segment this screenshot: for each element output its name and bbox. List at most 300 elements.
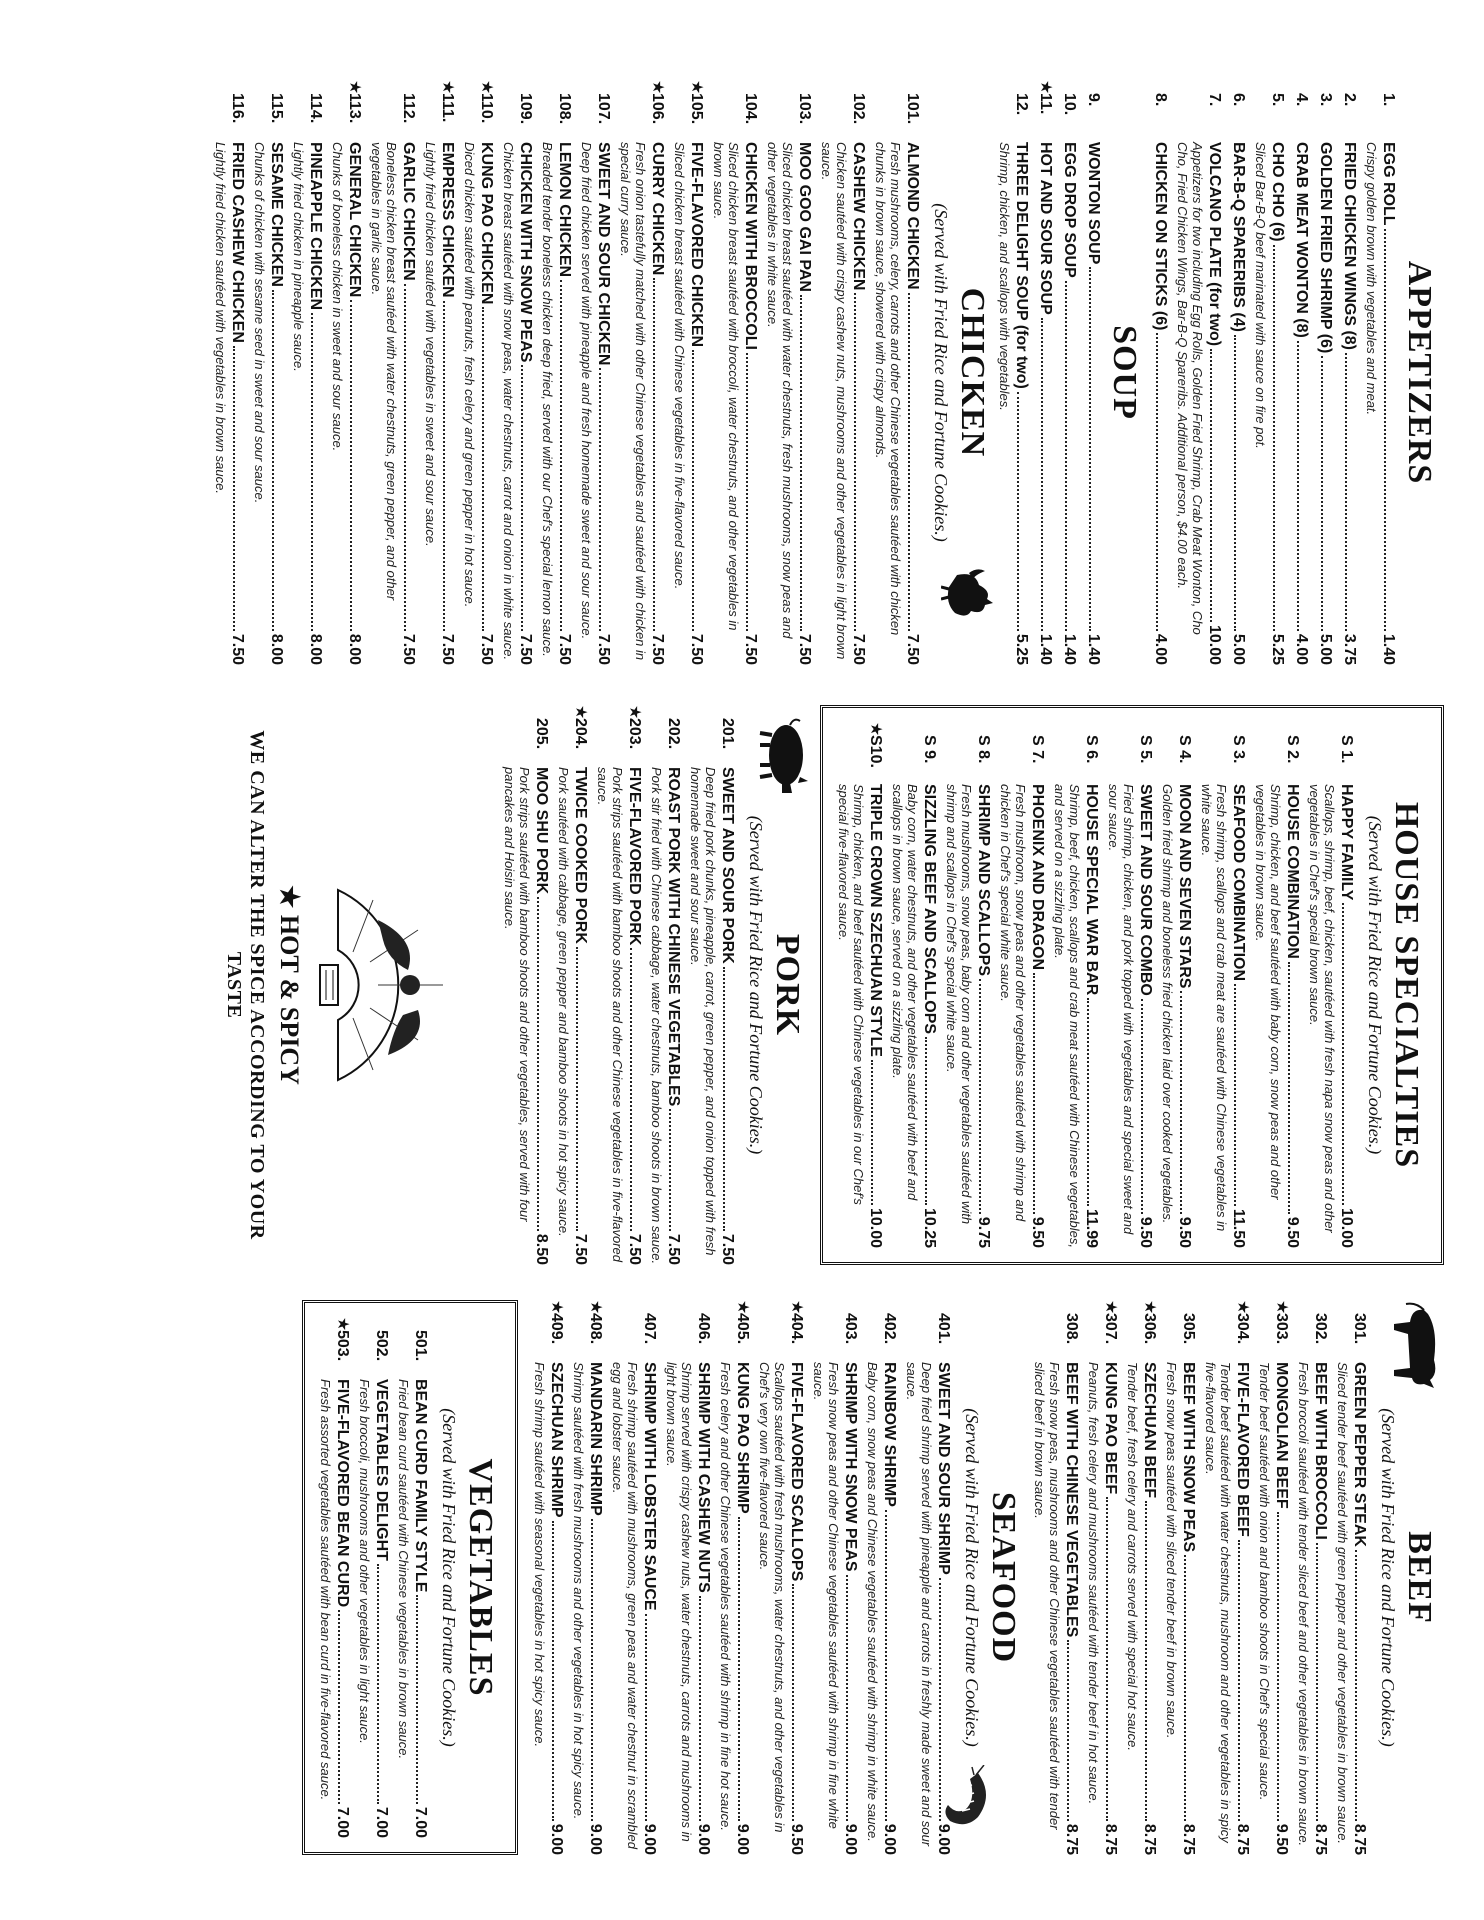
menu-item: [811, 1300, 860, 1855]
item-row: [555, 142, 574, 665]
dot-leader: [521, 365, 523, 630]
dot-leader: [552, 1521, 554, 1821]
soup-title: SOUP: [1106, 325, 1143, 420]
item-number: 106.: [649, 93, 666, 125]
item-number: 108.: [556, 93, 573, 125]
dot-leader: [1273, 245, 1275, 631]
item-row: [267, 142, 286, 665]
item-name: SHRIMP WITH LOBSTER SAUCE: [641, 1362, 658, 1611]
house-specialties-section: [820, 705, 1444, 1265]
menu-item: [252, 80, 286, 665]
menu-item: [1175, 80, 1224, 665]
item-name: BEAN CURD FAMILY STYLE: [412, 1379, 429, 1593]
item-price: 9.50: [1029, 1216, 1046, 1248]
dot-leader: [738, 1517, 740, 1821]
item-price: 10.25: [921, 1207, 938, 1248]
menu-item: [1084, 80, 1103, 665]
menu-item: [1335, 1300, 1369, 1855]
menu-item: [610, 1300, 659, 1855]
item-name: SWEET AND SOUR COMBO: [1137, 784, 1154, 996]
item-row: [1316, 142, 1335, 665]
item-price: 7.50: [439, 633, 456, 665]
menu-item: [1364, 80, 1398, 665]
item-number: 307.: [1102, 1313, 1119, 1345]
bull-icon: [1390, 1300, 1446, 1390]
item-number: 3.: [1317, 93, 1334, 107]
item-description: Diced chicken sautéed with peanuts, fresh celery and green pepper in hot sauce.: [462, 142, 477, 608]
item-number: 202.: [665, 718, 682, 750]
item-price: 3.75: [1341, 633, 1358, 665]
spicy-star-icon: ★: [587, 1300, 604, 1315]
dot-leader: [939, 1578, 941, 1821]
item-name: THREE DELIGHT SOUP (for two): [1013, 142, 1030, 389]
item-number: S 4.: [1176, 735, 1193, 764]
item-price: 8.00: [268, 633, 285, 665]
item-number: 4.: [1293, 93, 1310, 107]
menu-item: [579, 80, 613, 665]
menu-item: [1340, 80, 1359, 665]
dot-leader: [846, 1575, 848, 1821]
item-description: Fried shrimp, chicken, and pork topped with vegetables and special sweet and sour sauce.: [1106, 784, 1136, 1235]
menu-item: [357, 1317, 391, 1838]
seafood-list: [532, 1300, 953, 1855]
item-number: S 6.: [1083, 735, 1100, 764]
menu-item: [688, 705, 737, 1265]
item-row: [974, 784, 993, 1248]
dot-leader: [1067, 1640, 1069, 1821]
item-row: [687, 142, 706, 665]
item-name: FIVE-FLAVORED SCALLOPS: [788, 1362, 805, 1582]
item-row: [841, 1362, 860, 1855]
house-specialties-subtitle: (Served with Fried Rice and Fortune Cookies.): [1365, 815, 1385, 1155]
dot-leader: [1384, 229, 1386, 631]
item-price: 7.50: [742, 633, 759, 665]
item-number: 113.: [346, 93, 363, 124]
item-number: 9.: [1085, 93, 1102, 107]
item-description: Pork sautéed with cabbage, green pepper and bamboo shoots in hot spicy sauce.: [556, 767, 571, 1237]
dot-leader: [1017, 392, 1019, 631]
item-price: 1.40: [1085, 633, 1102, 665]
menu-item: [213, 80, 247, 665]
menu-item: [291, 80, 325, 665]
beef-title-wrap: [1400, 1300, 1438, 1855]
menu-item: [1203, 1300, 1252, 1855]
menu-item: [571, 1300, 605, 1855]
menu-item: [1060, 80, 1079, 665]
item-number: 11.: [1037, 93, 1054, 115]
dot-leader: [1321, 356, 1323, 631]
item-name: FIVE-FLAVORED BEAN CURD: [334, 1379, 351, 1608]
dot-leader: [272, 290, 274, 631]
item-row: [694, 1362, 713, 1855]
dot-leader: [599, 368, 601, 630]
item-name: CHO CHO (6): [1269, 142, 1286, 242]
item-row: [920, 784, 939, 1248]
item-price: 7.50: [400, 633, 417, 665]
item-name: PHOENIX AND DRAGON: [1029, 784, 1046, 971]
item-number: S 3.: [1230, 735, 1247, 764]
dot-leader: [404, 284, 406, 631]
item-name: PINEAPPLE CHICKEN: [307, 142, 324, 311]
item-row: [411, 1379, 430, 1838]
menu-item: [595, 705, 644, 1265]
item-number: 204.: [572, 718, 589, 750]
decorative-fan-illustration: [318, 870, 488, 1100]
beef-list: [1032, 1300, 1369, 1855]
item-row: [1283, 784, 1302, 1248]
item-number: 12.: [1013, 93, 1030, 116]
item-description: Lightly fried chicken sautéed with vegetables in sweet and sour sauce.: [423, 142, 438, 547]
item-row: [1379, 142, 1398, 665]
item-number: 8.: [1152, 93, 1169, 107]
item-number: S 7.: [1029, 735, 1046, 764]
item-description: Shrimp, chicken, and beef sautéed with Chinese vegetables in our Chef's special five-flavored sauce.: [836, 784, 866, 1205]
item-price: 9.00: [734, 1823, 751, 1855]
menu-item: [1253, 80, 1287, 665]
item-row: [1292, 142, 1311, 665]
house-specialties-title: HOUSE SPECIALTIES: [1388, 801, 1425, 1169]
item-name: TRIPLE CROWN SZECHUAN STYLE: [867, 784, 884, 1057]
item-description: Pork strips sautéed with bamboo shoots and other vegetables, served with four pancakes and Hoisin sauce.: [502, 767, 532, 1222]
item-description: Baby corn, water chestnuts, and other vegetables sautéed with beef and scallops in brown sauce, served on a sizzling plate.: [890, 784, 920, 1201]
item-name: HAPPY FAMILY: [1338, 784, 1355, 901]
item-price: 4.00: [1293, 633, 1310, 665]
dot-leader: [576, 947, 578, 1231]
item-price: 7.50: [719, 1233, 736, 1265]
dot-leader: [537, 897, 539, 1231]
item-row: [438, 142, 457, 665]
column-left: [208, 80, 1444, 665]
item-number: 115.: [268, 93, 285, 124]
item-number: 110.: [478, 93, 495, 124]
item-price: 8.75: [1102, 1823, 1119, 1855]
item-row: [1229, 142, 1248, 665]
dot-leader: [746, 353, 748, 631]
dot-leader: [350, 300, 352, 631]
spicy-star-icon: ★: [572, 705, 589, 720]
item-number: 501.: [412, 1330, 429, 1362]
menu-item: [998, 722, 1047, 1248]
menu-item: [865, 1300, 899, 1855]
menu-item: [501, 80, 535, 665]
dot-leader: [311, 313, 313, 631]
dot-leader: [1033, 973, 1035, 1214]
menu-item: [664, 1300, 713, 1855]
item-name: MOO SHU PORK: [533, 767, 550, 895]
dot-leader: [560, 280, 562, 631]
item-number: 6.: [1230, 93, 1247, 107]
beef-title: BEEF: [1401, 1531, 1438, 1624]
item-description: Fresh snow peas and other Chinese vegetables sautéed with shrimp in fine white sauce.: [811, 1362, 841, 1829]
item-number: 409.: [548, 1313, 565, 1345]
item-number: 116.: [229, 93, 246, 124]
item-description: Fresh shrimp, scallops and crab meat are sautéed with Chinese vegetables in white sauce.: [1199, 784, 1229, 1232]
appetizers-list: [1151, 80, 1398, 665]
item-description: Fresh broccoli, mushrooms and other vegetables in light sauce.: [357, 1379, 372, 1744]
item-price: 8.75: [1351, 1823, 1368, 1855]
item-row: [1060, 142, 1079, 665]
item-price: 9.00: [587, 1823, 604, 1855]
dot-leader: [1145, 1501, 1147, 1821]
item-description: Fresh shrimp sautéed with seasonal vegetables in hot spicy sauce.: [532, 1362, 547, 1748]
menu-item: [618, 80, 667, 665]
dot-leader: [1234, 984, 1236, 1206]
item-number: 203.: [626, 718, 643, 750]
menu-item: [1257, 1300, 1291, 1855]
dot-leader: [1089, 267, 1091, 630]
menu-item: [462, 80, 496, 665]
item-number: 201.: [719, 718, 736, 750]
menu-item: [1253, 722, 1302, 1248]
item-name: BEEF WITH BROCCOLI: [1312, 1362, 1329, 1540]
item-price: 7.50: [556, 633, 573, 665]
vegetables-title: VEGETABLES: [462, 1458, 499, 1697]
item-price: 9.75: [975, 1216, 992, 1248]
item-description: Shrimp, chicken, and scallops with vegetables.: [997, 142, 1012, 411]
item-price: 9.00: [881, 1823, 898, 1855]
item-row: [1205, 142, 1224, 665]
spicy-star-icon: ★: [1102, 1300, 1119, 1315]
item-price: 7.50: [517, 633, 534, 665]
spice-note: WE CAN ALTER THE SPICE ACCORDING TO YOUR TASTE: [223, 730, 268, 1240]
item-row: [1268, 142, 1287, 665]
item-number: 102.: [850, 93, 867, 125]
beef-subtitle: (Served with Fried Rice and Fortune Cookies.): [1378, 1408, 1398, 1747]
seafood-title: SEAFOOD: [985, 1491, 1022, 1664]
item-name: SWEET AND SOUR PORK: [719, 767, 736, 964]
item-name: VEGETABLES DELIGHT: [373, 1379, 390, 1561]
item-number: 10.: [1061, 93, 1078, 116]
item-name: SZECHUAN BEEF: [1141, 1362, 1158, 1499]
menu-item: [1032, 1300, 1081, 1855]
item-number: 502.: [373, 1330, 390, 1362]
item-number: 105.: [688, 93, 705, 125]
item-name: SWEET AND SOUR CHICKEN: [595, 142, 612, 366]
spicy-star-icon: ★: [867, 722, 884, 737]
item-description: Appetizers for two including Egg Rolls, Golden Fried Shrimp, Crab Meat Wonton, Cho Cho, Fried Chicken Wings, Bar-B-Q Spareribs. Additional person, $4.00 each.: [1175, 142, 1205, 635]
menu-item: [997, 80, 1031, 665]
item-name: SHRIMP AND SCALLOPS: [975, 784, 992, 977]
menu-item: [1164, 1300, 1198, 1855]
item-name: SESAME CHICKEN: [268, 142, 285, 287]
item-description: Breaded tender boneless chicken deep fried, served with our Chef's special lemon sauce.: [540, 142, 555, 657]
dot-leader: [1288, 962, 1290, 1214]
item-row: [1028, 784, 1047, 1248]
item-number: S 9.: [921, 735, 938, 764]
dot-leader: [1041, 318, 1043, 631]
spicy-star-icon: ★: [548, 1300, 565, 1315]
item-price: 9.50: [1284, 1216, 1301, 1248]
item-row: [640, 1362, 659, 1855]
item-name: CHICKEN WITH BROCCOLI: [742, 142, 759, 350]
item-name: CHICKEN ON STICKS (6): [1152, 142, 1169, 331]
item-row: [1101, 1362, 1120, 1855]
dot-leader: [591, 1519, 593, 1821]
dot-leader: [854, 293, 856, 630]
item-price: 5.25: [1013, 633, 1030, 665]
spicy-star-icon: ★: [649, 80, 666, 95]
dot-leader: [1141, 999, 1143, 1214]
menu-item: [1052, 722, 1101, 1248]
menu-item: [318, 1317, 352, 1838]
spicy-star-icon: ★: [688, 80, 705, 95]
item-name: SHRIMP WITH SNOW PEAS: [842, 1362, 859, 1572]
item-name: RAINBOW SHRIMP: [881, 1362, 898, 1507]
item-name: CHICKEN WITH SNOW PEAS: [517, 142, 534, 363]
item-row: [1084, 142, 1103, 665]
item-description: Sliced chicken breast sautéed with water chestnuts, fresh mushrooms, snow peas and other vegetables in white sauce.: [765, 142, 795, 639]
menu-item: [904, 1300, 953, 1855]
chicken-title: CHICKEN: [954, 287, 991, 458]
item-number: S 8.: [975, 735, 992, 764]
item-price: 1.40: [1037, 633, 1054, 665]
item-name: SHRIMP WITH CASHEW NUTS: [695, 1362, 712, 1593]
item-row: [547, 1362, 566, 1855]
rooster-icon: [941, 565, 997, 625]
item-number: 112.: [400, 93, 417, 124]
dot-leader: [1234, 335, 1236, 631]
item-description: Tender beef, fresh celery and carrots served with special hot sauce.: [1125, 1362, 1140, 1752]
item-row: [1179, 1362, 1198, 1855]
dot-leader: [1156, 333, 1158, 630]
menu-item: [423, 80, 457, 665]
item-description: Chicken breast sautéed with snow peas, water chestnuts, carrot and onion in white sauce.: [501, 142, 516, 661]
menu-item: [502, 705, 551, 1265]
spicy-star-icon: ★: [334, 1317, 351, 1332]
item-price: 7.50: [665, 1233, 682, 1265]
spicy-star-icon: ★: [734, 1300, 751, 1315]
item-row: [333, 1379, 352, 1838]
item-row: [934, 1362, 953, 1855]
hot-spicy-legend: ★ HOT & SPICY: [275, 885, 304, 1085]
item-number: 107.: [595, 93, 612, 125]
menu-item: [1307, 722, 1356, 1248]
item-row: [718, 767, 737, 1265]
item-description: Fresh assorted vegetables sautéed with bean curd in five-flavored sauce.: [318, 1379, 333, 1801]
vegetables-subtitle: (Served with Fried Rice and Fortune Cookies.): [439, 1408, 459, 1747]
item-price: 7.50: [595, 633, 612, 665]
item-description: Sliced tender beef sautéed with green pepper and other vegetables in brown sauce.: [1335, 1362, 1350, 1845]
item-row: [1175, 784, 1194, 1248]
dot-leader: [1342, 903, 1344, 1204]
item-name: MOO GOO GAI PAN: [796, 142, 813, 292]
item-price: 9.50: [788, 1823, 805, 1855]
menu-item: [649, 705, 683, 1265]
dot-leader: [979, 979, 981, 1214]
item-price: 7.00: [373, 1806, 390, 1838]
item-name: SEAFOOD COMBINATION: [1230, 784, 1247, 982]
item-name: EMPRESS CHICKEN: [439, 142, 456, 298]
item-description: Baby corn, snow peas and Chinese vegetables sautéed with shrimp in white sauce.: [865, 1362, 880, 1842]
appetizers-title: APPETIZERS: [1401, 260, 1438, 485]
item-row: [1062, 1362, 1081, 1855]
menu-item: [330, 80, 364, 665]
item-name: GOLDEN FRIED SHRIMP (6): [1317, 142, 1334, 354]
item-price: 9.00: [842, 1823, 859, 1855]
item-row: [1036, 142, 1055, 665]
menu-item: [890, 722, 939, 1248]
item-name: MONGOLIAN BEEF: [1273, 1362, 1290, 1509]
dot-leader: [871, 1060, 873, 1205]
menu-item: [1036, 80, 1055, 665]
seafood-title-wrap: [984, 1300, 1022, 1855]
item-price: 7.50: [796, 633, 813, 665]
item-name: FIVE-FLAVORED CHICKEN: [688, 142, 705, 348]
dot-leader: [233, 346, 235, 631]
item-row: [741, 142, 760, 665]
item-number: 304.: [1234, 1313, 1251, 1345]
item-description: Fresh snow peas sautéed with sliced tender beef in brown sauce.: [1164, 1362, 1179, 1739]
item-number: 408.: [587, 1313, 604, 1345]
dot-leader: [1238, 1540, 1240, 1821]
item-price: 5.00: [1317, 633, 1334, 665]
item-price: 1.40: [1061, 633, 1078, 665]
item-description: Lightly fried chicken sautéed with vegetables in brown sauce.: [213, 142, 228, 494]
item-description: Crispy golden brown with vegetables and meat.: [1364, 142, 1379, 416]
menu-item: [1106, 722, 1155, 1248]
item-row: [866, 784, 885, 1248]
item-number: 109.: [517, 93, 534, 125]
item-description: Chicken sautéed with crispy cashew nuts, mushrooms and other vegetables in light brown sauce.: [819, 142, 849, 660]
vegetables-section: [302, 1300, 518, 1855]
menu-item: [369, 80, 418, 665]
dot-leader: [792, 1584, 794, 1821]
item-description: Pork strips sautéed with bamboo shoots and other Chinese vegetables in five-flavored sauce.: [595, 767, 625, 1263]
item-number: S10.: [867, 735, 884, 768]
item-number: 103.: [796, 93, 813, 125]
item-row: [1233, 1362, 1252, 1855]
dot-leader: [669, 1109, 671, 1231]
item-price: 8.75: [1312, 1823, 1329, 1855]
dot-leader: [482, 307, 484, 630]
item-name: EGG ROLL: [1380, 142, 1397, 226]
dot-leader: [800, 295, 802, 631]
item-price: 8.75: [1063, 1823, 1080, 1855]
item-price: 7.50: [688, 633, 705, 665]
menu-item: [819, 80, 868, 665]
item-row: [1340, 142, 1359, 665]
dot-leader: [1184, 1555, 1186, 1821]
item-name: HOUSE COMBINATION: [1284, 784, 1301, 959]
item-row: [733, 1362, 752, 1855]
menu-item: [836, 722, 885, 1248]
item-number: 111.: [439, 93, 456, 123]
item-row: [1140, 1362, 1159, 1855]
item-row: [1082, 784, 1101, 1248]
item-price: 5.25: [1269, 633, 1286, 665]
item-number: 404.: [788, 1313, 805, 1345]
item-number: 1.: [1380, 93, 1397, 107]
item-name: GARLIC CHICKEN: [400, 142, 417, 281]
menu-item: [1229, 80, 1248, 665]
item-number: 301.: [1351, 1313, 1368, 1345]
item-description: Deep fried shrimp served with pineapple and carrots in freshly made sweet and sour sauce.: [904, 1362, 934, 1847]
item-price: 4.00: [1152, 633, 1169, 665]
soup-list: [997, 80, 1103, 665]
item-number: 405.: [734, 1313, 751, 1345]
spicy-star-icon: ★: [346, 80, 363, 95]
beef-section: [1032, 1300, 1438, 1855]
seafood-section: [532, 1300, 1022, 1855]
item-description: Pork stir fried with Chinese cabbage, water chestnuts, bamboo shoots in brown sauce.: [649, 767, 664, 1265]
dot-leader: [925, 1037, 927, 1205]
item-price: 8.00: [307, 633, 324, 665]
item-description: Boneless chicken breast sautéed with water chestnuts, green pepper, and other vegetables in garlic sauce.: [369, 142, 399, 601]
item-description: Sliced Bar-B-Q beef marinated with sauce on fire pot.: [1253, 142, 1268, 449]
item-name: KUNG PAO SHRIMP: [734, 1362, 751, 1514]
dot-leader: [1345, 353, 1347, 631]
item-row: [1272, 1362, 1291, 1855]
